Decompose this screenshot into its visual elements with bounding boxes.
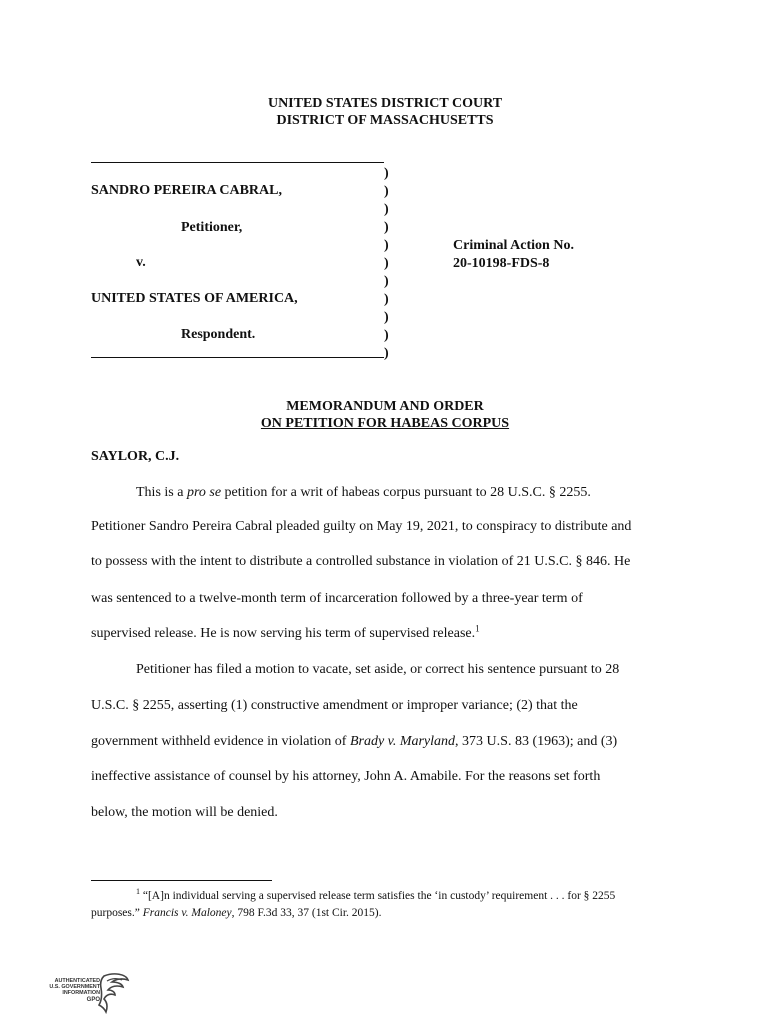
footnote-rule <box>91 880 272 881</box>
court-line-2: DISTRICT OF MASSACHUSETTS <box>276 113 494 128</box>
document-title <box>0 398 770 432</box>
paren: ) <box>384 238 389 253</box>
caption-bottom-rule <box>91 357 384 358</box>
para2-line-4: ineffective assistance of counsel by his attorney, John A. Amabile. For the reasons set forth <box>91 769 601 784</box>
para1-line-4: was sentenced to a twelve-month term of incarceration followed by a three-year term of <box>91 591 583 606</box>
paren: ) <box>384 310 389 325</box>
paren: ) <box>384 184 389 199</box>
paren: ) <box>384 256 389 271</box>
paren: ) <box>384 346 389 361</box>
caption-paren-column <box>384 165 394 363</box>
court-name <box>0 95 770 129</box>
respondent-name: UNITED STATES OF AMERICA, <box>91 291 298 306</box>
para1-line-5 <box>91 625 480 643</box>
petitioner-name: SANDRO PEREIRA CABRAL, <box>91 183 282 198</box>
gpo-line-1: AUTHENTICATED <box>54 978 100 984</box>
para2-line-1: Petitioner has filed a motion to vacate, set aside, or correct his sentence pursuant to 28 <box>136 662 620 677</box>
footnote-number: 1 <box>136 887 140 897</box>
paren: ) <box>384 202 389 217</box>
para2-l3-pre: government withheld evidence in violation of <box>91 734 350 749</box>
case-label: Criminal Action No. <box>453 238 574 253</box>
footnote-l2-pre: purposes.” <box>91 907 143 919</box>
para1-line-1 <box>136 484 591 502</box>
para1-l5-text: supervised release. He is now serving his term of supervised release. <box>91 626 476 641</box>
footnote-line-2 <box>91 905 382 921</box>
paren: ) <box>384 274 389 289</box>
judge-name: SAYLOR, C.J. <box>91 449 180 464</box>
caption-top-rule <box>91 162 384 163</box>
para2-line-2: U.S.C. § 2255, asserting (1) constructive amendment or improper variance; (2) that the <box>91 698 578 713</box>
para1-l1-pre: This is a <box>136 485 187 500</box>
para1-line-2: Petitioner Sandro Pereira Cabral pleaded guilty on May 19, 2021, to conspiracy to distribute and <box>91 519 632 534</box>
gpo-line-3: INFORMATION <box>62 990 100 997</box>
footnote-ref[interactable]: 1 <box>475 623 480 634</box>
court-line-1: UNITED STATES DISTRICT COURT <box>267 96 503 111</box>
gpo-line-2: U.S. GOVERNMENT <box>49 984 100 991</box>
gpo-line-4: GPO <box>86 996 100 1003</box>
paren: ) <box>384 220 389 235</box>
para2-line-5: below, the motion will be denied. <box>91 805 278 820</box>
title-line-2 <box>0 415 770 432</box>
francis-case-italic: Francis v. Maloney <box>142 907 232 919</box>
para1-l1-post: petition for a writ of habeas corpus pursuant to 28 U.S.C. § 2255. <box>221 485 591 500</box>
gpo-authentication-logo <box>44 972 130 1018</box>
title-line-2-text: ON PETITION FOR HABEAS CORPUS <box>260 416 510 431</box>
brady-case-italic: Brady v. Maryland <box>349 734 456 749</box>
pro-se-italic: pro se <box>186 485 222 500</box>
versus: v. <box>136 255 146 270</box>
gpo-logo-text <box>44 978 100 1003</box>
case-number: 20-10198-FDS-8 <box>453 256 550 271</box>
para2-l3-post: , 373 U.S. 83 (1963); and (3) <box>455 734 618 749</box>
paren: ) <box>384 292 389 307</box>
para1-line-3: to possess with the intent to distribute a controlled substance in violation of 21 U.S.C. § 846. He <box>91 554 631 569</box>
eagle-icon <box>98 972 130 1018</box>
footnote-l2-post: , 798 F.3d 33, 37 (1st Cir. 2015). <box>231 907 382 919</box>
footnote-line-1 <box>136 888 615 904</box>
respondent-role: Respondent. <box>181 327 256 342</box>
petitioner-role: Petitioner, <box>181 220 243 235</box>
title-line-1: MEMORANDUM AND ORDER <box>286 399 484 414</box>
footnote-l1-text: “[A]n individual serving a supervised release term satisfies the ‘in custody’ requirement . . . for § 2255 <box>140 890 616 902</box>
paren: ) <box>384 328 389 343</box>
paren: ) <box>384 166 389 181</box>
para2-line-3 <box>91 733 617 751</box>
